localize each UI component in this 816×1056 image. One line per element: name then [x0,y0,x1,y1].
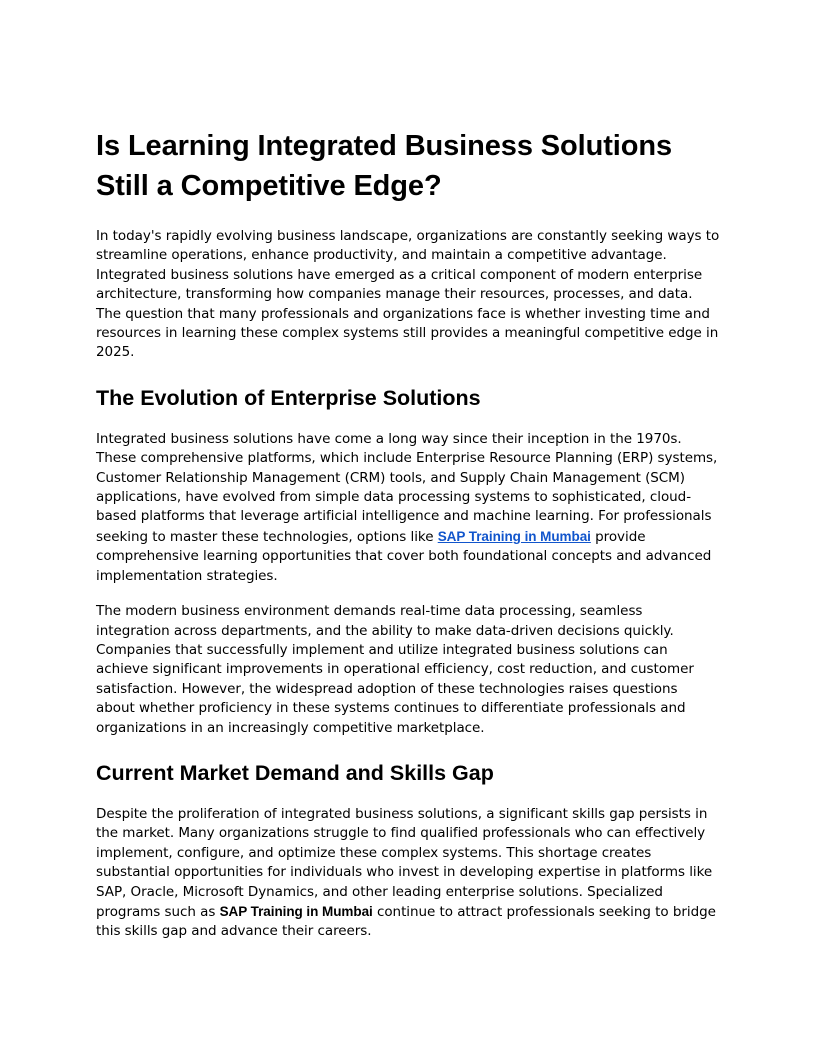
evolution-p1-text-after: provide comprehensive learning opportunities that cover both foundational concepts and advanced implementation strategies. [96,528,712,584]
sap-training-mumbai-link[interactable]: SAP Training in Mumbai [437,528,591,544]
document-page [96,126,720,958]
document-title: Is Learning Integrated Business Solutions Still a Competitive Edge? [96,130,672,202]
section-heading-market-demand: Current Market Demand and Skills Gap [96,760,494,785]
intro-paragraph: In today's rapidly evolving business landscape, organizations are constantly seeking ways to streamline operations, enhance productivity, and maintain a competitive advantage. Integrated business solutions have emerged as a critical component of modern enterprise architecture, transforming how companies manage their resources, processes, and data. The question that many professionals and organizations face is whether investing time and resources in learning these complex systems still provides a meaningful competitive edge in 2025. [96,228,720,361]
sap-training-mumbai-bold: SAP Training in Mumbai [219,903,373,919]
market-p1-text-after: continue to attract professionals seeking to bridge this skills gap and advance their careers. [96,903,716,940]
evolution-paragraph-2: The modern business environment demands real-time data processing, seamless integration across departments, and the ability to make data-driven decisions quickly. Companies that successfully implement and utilize integrated business solutions can achieve significant improvements in operational efficiency, cost reduction, and customer satisfaction. However, the widespread adoption of these technologies raises questions about whether proficiency in these systems continues to differentiate professionals and organizations in an increasingly competitive marketplace. [96,603,694,736]
evolution-p1-text-before: Integrated business solutions have come a long way since their inception in the 1970s. These comprehensive platforms, which include Enterprise Resource Planning (ERP) systems, Customer Relationship Management (CRM) tools, and Supply Chain Management (SCM) applications, have evolved from simple data processing systems to sophisticated, cloud-based platforms that leverage artificial intelligence and machine learning. For professionals seeking to master these technologies, options like [96,430,718,545]
section-heading-evolution: The Evolution of Enterprise Solutions [96,385,481,410]
evolution-paragraph-1 [96,430,720,586]
market-p1-text-before: Despite the proliferation of integrated business solutions, a significant skills gap persists in the market. Many organizations struggle to find qualified professionals who can effectively implement, configure, and optimize these complex systems. This shortage creates substantial opportunities for individuals who invest in developing expertise in platforms like SAP, Oracle, Microsoft Dynamics, and other leading enterprise solutions. Specialized programs such as [96,805,713,920]
market-paragraph-1 [96,805,720,942]
